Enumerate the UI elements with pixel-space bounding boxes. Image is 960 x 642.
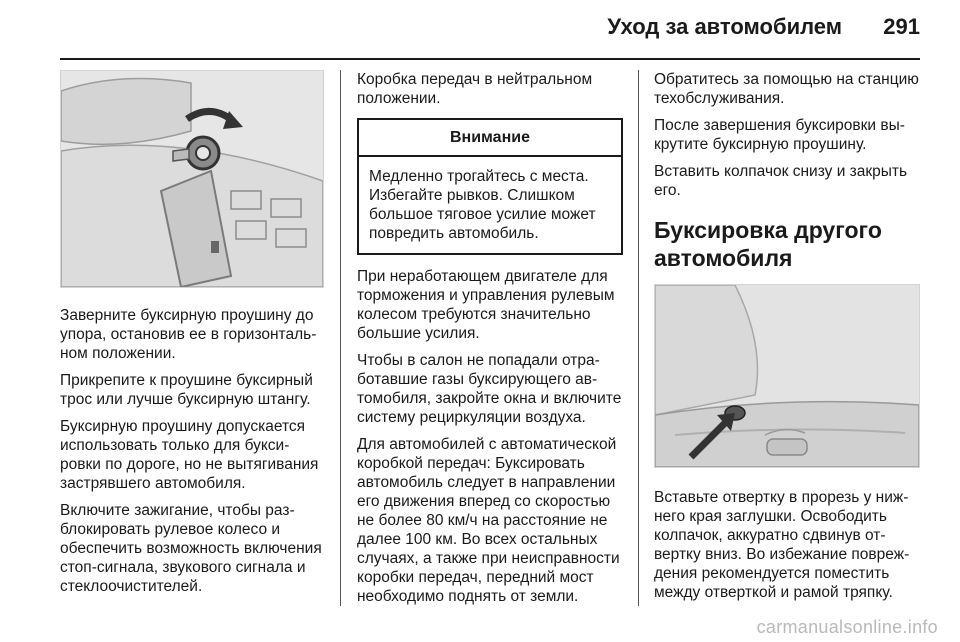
towing-eye-drawing: [61, 71, 323, 287]
paragraph: Заверните буксирную проушину до упора, остановив ее в горизонтальном положении.: [60, 307, 317, 362]
section-heading: Буксировка другого автомобиля: [654, 217, 882, 271]
paragraph: Для автомобилей с автоматической коробкой передач: Буксировать автомобиль следует в направлении его движения вперед со скоростью не более 80 км/ч на расстояние не далее 100 км. Во всех остальных случаях, а также при неисправности коробки передач, передний мост необходимо поднять от земли.: [357, 436, 620, 605]
figure-rear-bumper-cap-illustration: [654, 284, 920, 468]
warning-box: [357, 118, 623, 255]
page-header-title: Уход за автомобилем: [607, 14, 842, 39]
figure-towing-eye-illustration: [60, 70, 324, 288]
paragraph: Вставить колпачок снизу и закрыть его.: [654, 163, 908, 199]
paragraph: Обратитесь за помощью на станцию техобслуживания.: [654, 71, 919, 107]
paragraph: После завершения буксировки выкрутите буксирную проушину.: [654, 117, 905, 153]
warning-title: Внимание: [359, 120, 621, 157]
paragraph: Чтобы в салон не попадали отработавшие газы буксирующего автомобиля, закройте окна и включите систему рециркуляции воздуха.: [357, 352, 622, 426]
paragraph-intro: Коробка передач в нейтральном положении.: [357, 71, 593, 107]
watermark-text: carmanualsonline.info: [756, 617, 938, 637]
rear-bumper-drawing: [655, 285, 919, 467]
page-number: 291: [883, 14, 920, 39]
paragraph: Буксирную проушину допускается использовать только для буксировки по дороге, но не вытягивания застрявшего автомобиля.: [60, 418, 319, 492]
column-2: [357, 70, 623, 614]
column-1: [60, 70, 324, 604]
column-divider-left: [340, 70, 341, 606]
warning-text: Медленно трогайтесь с места. Избегайте рывков. Слишком большое тяговое усилие может повредить автомобиль.: [369, 168, 596, 242]
paragraph: При неработающем двигателе для торможения и управления рулевым колесом требуются значительно большие усилия.: [357, 268, 615, 342]
column-3: [654, 70, 920, 610]
paragraph: Вставьте отвертку в прорезь у нижнего края заглушки. Освободить колпачок, аккуратно сдвинув отвертку вниз. Во избежание повреждения рекомендуется поместить между отверткой и рамой тряпку.: [654, 489, 910, 601]
header-divider: [60, 58, 920, 60]
paragraph: Прикрепите к проушине буксирный трос или лучше буксирную штангу.: [60, 372, 313, 408]
column-divider-right: [638, 70, 639, 606]
paragraph: Включите зажигание, чтобы разблокировать рулевое колесо и обеспечить возможность включения стоп-сигнала, звукового сигнала и стеклоочистителей.: [60, 502, 322, 595]
